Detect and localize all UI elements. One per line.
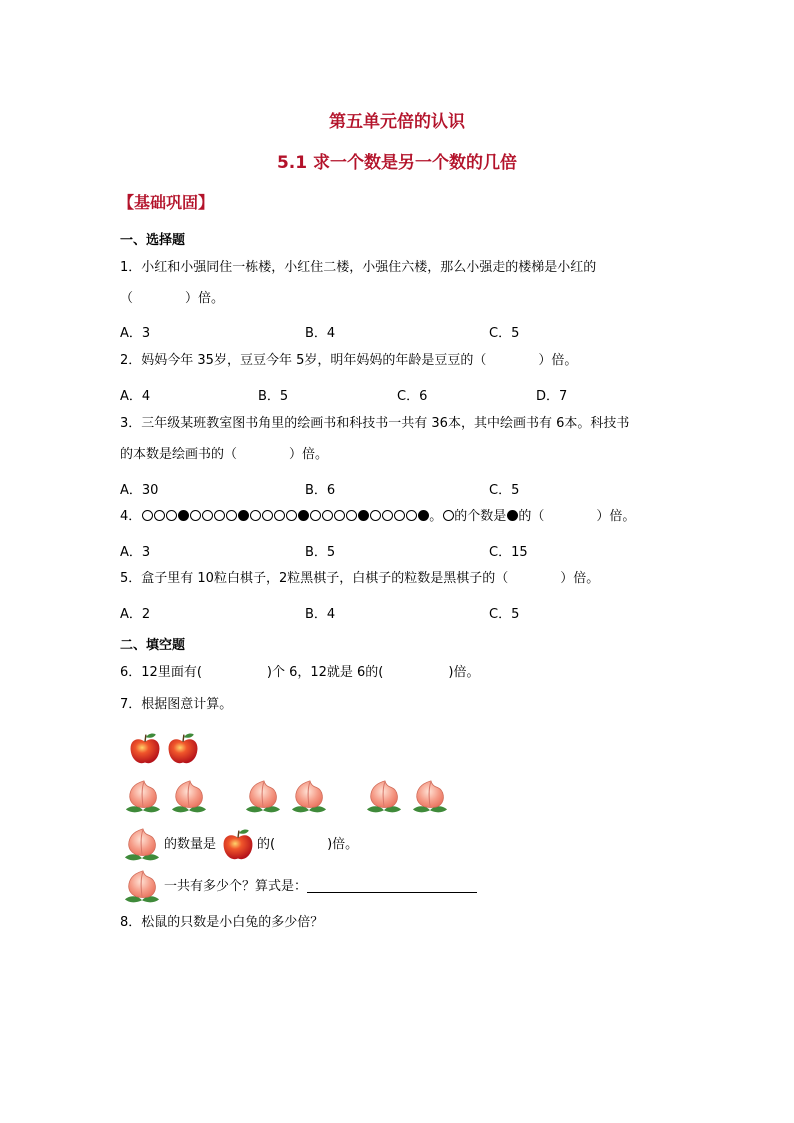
q5-option-a: A．2 [120,607,151,622]
apple-icon [127,729,163,769]
circle-outline-icon [142,510,153,521]
q7-line1-text: 的数量是 [164,837,217,852]
question-4 [120,506,635,528]
question-5: 5．盒子里有 10粒白棋子，2粒黑棋子，白棋子的粒数是黑棋子的（ ）倍。 [120,571,600,586]
circle-filled-icon [358,510,369,521]
q7-line2 [164,876,477,898]
q2-option-d: D．7 [536,389,568,404]
peach-icon [362,778,406,816]
circle-outline-icon [370,510,381,521]
circle-outline-icon [166,510,177,521]
page-subtitle: 5.1 求一个数是另一个数的几倍 [276,153,518,173]
peach-icon [120,868,164,906]
q3-option-a: A．30 [120,483,159,498]
question-6: 6．12里面有( )个 6，12就是 6的( )倍。 [120,665,480,680]
q7-line1-end: 的( )倍。 [257,837,359,852]
circle-outline-icon [346,510,357,521]
circle-outline-icon [202,510,213,521]
q1-option-c: C．5 [489,326,520,341]
circle-filled-icon [507,510,518,521]
q4-text-mid: 的个数是 [454,509,507,524]
q4-option-b: B．5 [305,545,336,560]
q4-text-end: 的（ ）倍。 [518,509,636,524]
circle-outline-icon [274,510,285,521]
answer-blank-line[interactable] [307,878,477,893]
q2-option-b: B．5 [258,389,289,404]
apple-icon [165,729,201,769]
q4-number: 4． [120,509,142,524]
q4-circle-sequence [141,509,429,524]
peach-icon [120,826,164,864]
peach-icon [287,778,331,816]
circle-outline-icon [226,510,237,521]
question-1-line2: （ ）倍。 [120,291,225,306]
circle-outline-icon [406,510,417,521]
circle-outline-icon [250,510,261,521]
q3-option-c: C．5 [489,483,520,498]
q7-line2-text: 一共有多少个？算式是： [164,879,308,894]
circle-outline-icon [443,510,454,521]
q3-option-b: B．6 [305,483,336,498]
q1-option-a: A．3 [120,326,151,341]
circle-filled-icon [178,510,189,521]
circle-outline-icon [382,510,393,521]
circle-outline-icon [190,510,201,521]
q5-option-b: B．4 [305,607,336,622]
peach-icon [408,778,452,816]
circle-outline-icon [334,510,345,521]
circle-filled-icon [418,510,429,521]
part1-heading: 一、选择题 [120,233,186,248]
circle-outline-icon [154,510,165,521]
question-3-line1: 3．三年级某班教室图书角里的绘画书和科技书一共有 36本，其中绘画书有 6本。科技书 [120,416,630,431]
peach-icon [121,778,165,816]
q4-option-c: C．15 [489,545,528,560]
q1-option-b: B．4 [305,326,336,341]
circle-filled-icon [238,510,249,521]
circle-outline-icon [286,510,297,521]
peach-icon [241,778,285,816]
question-3-line2: 的本数是绘画书的（ ）倍。 [120,447,329,462]
question-8: 8．松鼠的只数是小白兔的多少倍？ [120,915,324,930]
question-7: 7．根据图意计算。 [120,697,233,712]
circle-filled-icon [298,510,309,521]
circle-outline-icon [322,510,333,521]
circle-outline-icon [310,510,321,521]
circle-outline-icon [394,510,405,521]
page-title: 第五单元倍的认识 [329,112,465,132]
section-heading: 【基础巩固】 [118,193,215,212]
peach-icon [167,778,211,816]
q2-option-c: C．6 [397,389,428,404]
part2-heading: 二、填空题 [120,638,186,653]
circle-outline-icon [214,510,225,521]
circle-outline-icon [262,510,273,521]
q4-option-a: A．3 [120,545,151,560]
apple-icon [220,826,256,864]
q2-option-a: A．4 [120,389,151,404]
q5-option-c: C．5 [489,607,520,622]
question-2: 2．妈妈今年 35岁，豆豆今年 5岁，明年妈妈的年龄是豆豆的（ ）倍。 [120,353,578,368]
question-1-line1: 1．小红和小强同住一栋楼，小红住二楼，小强住六楼，那么小强走的楼梯是小红的 [120,260,597,275]
q4-period: 。 [429,509,443,524]
